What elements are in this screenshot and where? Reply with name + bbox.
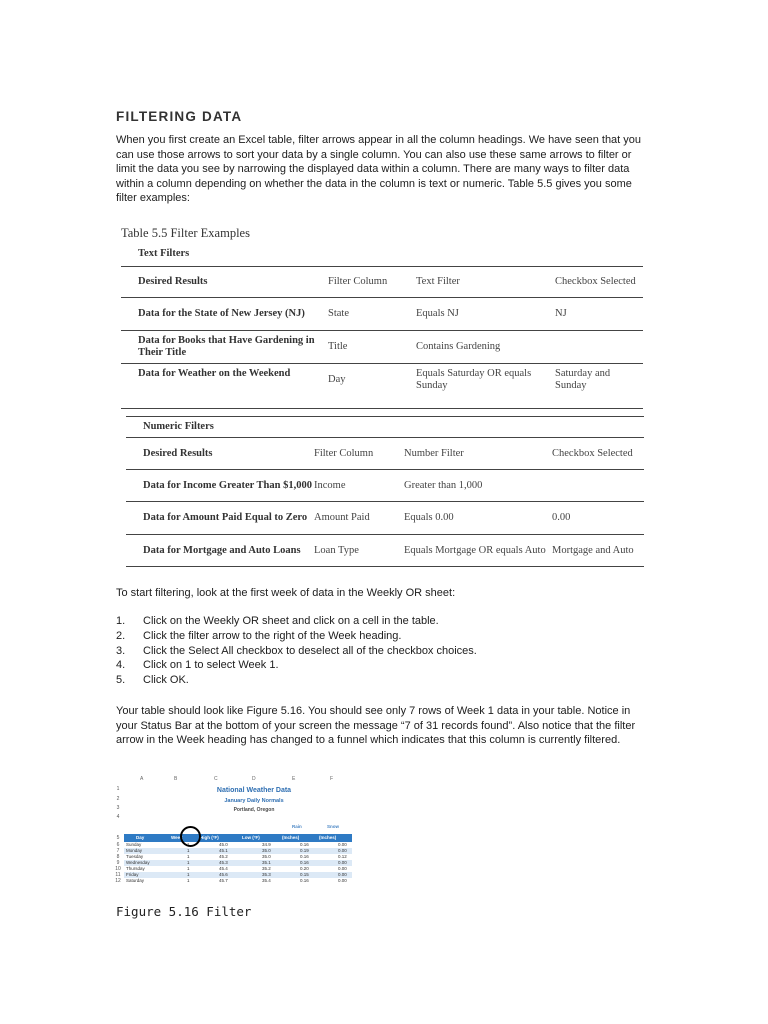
list-item [116,644,477,659]
row-number: 5 [116,835,120,841]
cell: 0.00 [338,848,347,853]
cell: Data for the State of New Jersey (NJ) [121,297,328,330]
table-row [126,502,644,535]
cell: Amount Paid [314,502,404,535]
section-heading: FILTERING DATA [116,109,243,124]
column-letter: A [140,776,144,782]
cell [552,470,644,502]
cell: 1 [187,866,190,871]
cell: 1 [187,848,190,853]
text-filters-table [121,243,643,409]
cell: Data for Weather on the Weekend [121,363,328,408]
cell: Equals 0.00 [404,502,552,535]
cell: Monday [126,848,143,853]
cell: State [328,297,416,330]
cell: Sunday [126,842,142,847]
cell: 0.16 [300,854,309,859]
header-filter-column: Filter Column [314,438,404,470]
cell: Data for Amount Paid Equal to Zero [126,502,314,535]
cell: 34.9 [262,842,271,847]
header-low: Low (°F) [242,835,260,840]
header-desired-results: Desired Results [121,266,328,297]
figure-excel-screenshot [114,776,354,900]
row-number: 9 [116,860,120,866]
step-text: Click on the Weekly OR sheet and click on a cell in the table. [143,615,439,627]
header-snow: (Inches) [319,835,337,840]
cell: Mortgage and Auto [552,535,644,567]
row-number: 2 [116,796,120,802]
cell: 45.2 [219,854,228,859]
column-letter: B [174,776,178,782]
filter-highlight-circle [180,826,201,847]
header-day: Day [136,835,145,840]
cell: Tuesday [126,854,144,859]
step-number: 5. [116,674,126,687]
step-text: Click on 1 to select Week 1. [143,659,279,672]
cell: 1 [187,854,190,859]
cell [555,330,643,363]
table-row [121,363,643,408]
excel-location: Portland, Oregon [233,807,275,813]
step-number: 2. [116,629,126,642]
column-letter: C [214,776,218,782]
header-desired-results: Desired Results [126,438,314,470]
column-letter: D [252,776,256,782]
cell: 0.20 [300,866,309,871]
cell: Contains Gardening [416,330,555,363]
header-week: Week [171,835,183,840]
cell: Equals Mortgage OR equals Auto [404,535,552,567]
cell: 1 [187,872,190,877]
cell: 45.1 [219,848,228,853]
cell: 0.15 [300,872,309,877]
cell: Loan Type [314,535,404,567]
cell: Equals Saturday OR equals Sunday [416,363,555,408]
step-number: 1. [116,615,126,627]
cell: 45.6 [219,872,228,877]
cell: 0.00 [338,878,347,883]
table-row [121,330,643,363]
excel-subtitle: January Daily Normals [224,798,284,804]
cell: 45.4 [219,866,228,871]
cell: 45.7 [219,878,228,883]
cell: 35.4 [262,878,271,883]
cell: 35.2 [262,866,271,871]
cell: 35.1 [262,860,271,865]
step-text: Click OK. [143,674,189,687]
header-checkbox-selected: Checkbox Selected [555,266,643,297]
cell: 45.3 [219,860,228,865]
step-number: 3. [116,644,126,657]
cell: Equals NJ [416,297,555,330]
steps-list [116,614,477,688]
cell: 0.00 [338,842,347,847]
start-paragraph: To start filtering, look at the first week of data in the Weekly OR sheet: [116,587,456,599]
row-number: 3 [116,805,120,811]
cell: 35.0 [262,854,271,859]
header-high: High (°F) [200,835,219,840]
header-text-filter: Text Filter [416,266,555,297]
figure-caption: Figure 5.16 Filter [116,904,252,919]
list-item [116,673,477,688]
row-number: 8 [116,854,120,860]
step-text: Click the filter arrow to the right of the Week heading. [143,629,402,642]
list-item [116,614,477,629]
cell: Friday [126,872,139,877]
pre-header: Snow [327,824,339,829]
cell: Data for Mortgage and Auto Loans [126,535,314,567]
list-item [116,658,477,673]
excel-title: National Weather Data [216,787,292,794]
cell: Saturday and Sunday [555,363,643,408]
step-number: 4. [116,659,126,672]
cell: 1 [187,842,190,847]
header-filter-column: Filter Column [328,266,416,297]
header-rain: (Inches) [282,835,300,840]
cell: Greater than 1,000 [404,470,552,502]
step-text: Click the Select All checkbox to deselect all of the checkbox choices. [143,644,477,657]
pre-header: Rain [292,824,302,829]
cell: Income [314,470,404,502]
numeric-filters-title: Numeric Filters [126,417,644,438]
cell: Thursday [126,866,145,871]
row-number: 12 [115,878,121,884]
cell: 0.00 [338,866,347,871]
row-number: 7 [116,848,120,854]
cell: 0.00 [552,502,644,535]
cell: 0.16 [300,878,309,883]
row-number: 6 [116,842,120,848]
cell: 1 [187,860,190,865]
cell: 35.3 [262,872,271,877]
column-letter: F [330,776,334,782]
table-caption: Table 5.5 Filter Examples [121,226,250,240]
intro-paragraph: When you first create an Excel table, filter arrows appear in all the column headings. We have seen that you can use those arrows to sort your data by a single column. You can also use these same arrows to filter or limit the data you see by narrowing the displayed data within a column. There are many ways to filter data within a column depending on whether the data in the column is text or numeric. Table 5.5 gives you some filter examples: [116,134,642,205]
list-item [116,629,477,644]
table-row [126,535,644,567]
row-number: 4 [116,814,120,820]
cell: 0.00 [338,872,347,877]
cell: NJ [555,297,643,330]
text-filters-title: Text Filters [138,248,190,260]
cell: 0.12 [338,854,347,859]
numeric-filters-table [126,416,644,567]
excel-header-row [124,834,352,842]
table-row [121,297,643,330]
cell: Data for Income Greater Than $1,000 [126,470,314,502]
header-checkbox-selected: Checkbox Selected [552,438,644,470]
pre-header-row [124,824,352,831]
cell: Data for Books that Have Gardening in Their Title [121,330,328,363]
row-number: 10 [115,866,121,872]
table-row [126,470,644,502]
cell: Wednesday [126,860,150,865]
row-number: 11 [115,872,121,878]
header-number-filter: Number Filter [404,438,552,470]
cell: 1 [187,878,190,883]
cell: 0.16 [300,860,309,865]
cell: 0.19 [300,848,309,853]
cell: 45.0 [219,842,228,847]
table-row [124,878,352,884]
cell: Title [328,330,416,363]
result-paragraph: Your table should look like Figure 5.16. You should see only 7 rows of Week 1 data in your table. Notice in your Status Bar at the bottom of your screen the message “7 of 31 records found”. Also notice that the filter arrow in the Week heading has changed to a funnel which indicates that this column is currently filtered. [116,705,636,747]
cell: 35.0 [262,848,271,853]
row-number: 1 [116,786,120,792]
cell: Saturday [126,878,145,883]
cell: Day [328,363,416,408]
column-letter: E [292,776,296,782]
cell: 0.00 [338,860,347,865]
cell: 0.16 [300,842,309,847]
